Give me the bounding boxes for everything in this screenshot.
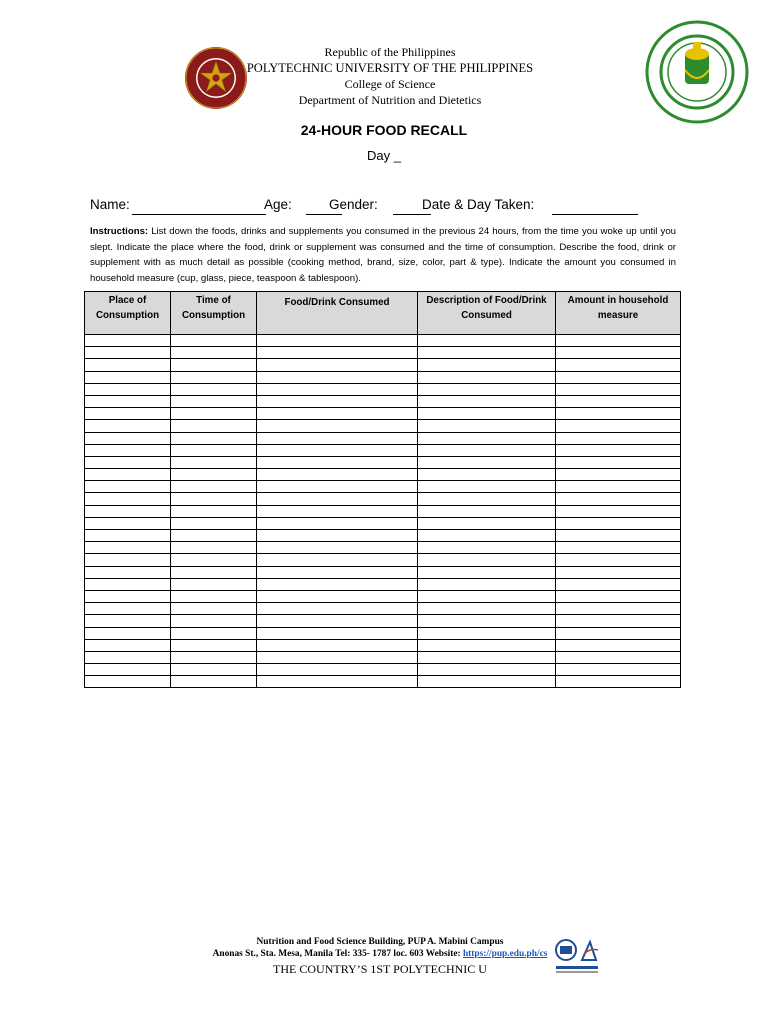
table-cell[interactable] — [418, 517, 556, 529]
table-cell[interactable] — [556, 590, 681, 602]
table-cell[interactable] — [556, 517, 681, 529]
table-cell[interactable] — [171, 505, 257, 517]
date-label: Date & Day Taken: — [422, 197, 535, 212]
table-cell[interactable] — [171, 481, 257, 493]
table-cell[interactable] — [556, 566, 681, 578]
gender-label: Gender: — [329, 197, 378, 212]
table-cell[interactable] — [171, 554, 257, 566]
table-cell[interactable] — [85, 530, 171, 542]
table-cell[interactable] — [171, 590, 257, 602]
table-cell[interactable] — [556, 664, 681, 676]
table-cell[interactable] — [257, 347, 418, 359]
table-cell[interactable] — [556, 639, 681, 651]
table-cell[interactable] — [418, 664, 556, 676]
table-cell[interactable] — [171, 676, 257, 688]
table-cell[interactable] — [556, 395, 681, 407]
header-time-of-consumption: Time of Consumption — [171, 292, 257, 335]
table-row — [85, 530, 681, 542]
table-header-row — [85, 292, 681, 335]
table-cell[interactable] — [418, 408, 556, 420]
gender-field[interactable] — [393, 214, 431, 215]
table-row — [85, 554, 681, 566]
table-cell[interactable] — [556, 420, 681, 432]
table-cell[interactable] — [257, 578, 418, 590]
table-cell[interactable] — [257, 615, 418, 627]
table-cell[interactable] — [257, 371, 418, 383]
table-cell[interactable] — [556, 335, 681, 347]
table-cell[interactable] — [171, 627, 257, 639]
table-cell[interactable] — [257, 335, 418, 347]
age-label: Age: — [264, 197, 292, 212]
footer — [180, 936, 580, 977]
table-cell[interactable] — [85, 590, 171, 602]
footer-tagline: THE COUNTRY’S 1ST POLYTECHNIC U — [273, 962, 487, 976]
table-cell[interactable] — [418, 639, 556, 651]
table-cell[interactable] — [171, 335, 257, 347]
header-description: Description of Food/Drink Consumed — [418, 292, 556, 335]
table-cell[interactable] — [418, 383, 556, 395]
table-cell[interactable] — [418, 481, 556, 493]
table-cell[interactable] — [171, 347, 257, 359]
table-cell[interactable] — [171, 420, 257, 432]
table-cell[interactable] — [418, 578, 556, 590]
table-cell[interactable] — [171, 517, 257, 529]
table-cell[interactable] — [85, 639, 171, 651]
table-cell[interactable] — [257, 469, 418, 481]
table-cell[interactable] — [556, 347, 681, 359]
table-cell[interactable] — [257, 359, 418, 371]
table-cell[interactable] — [85, 481, 171, 493]
alpha-epsilon-chapter-seal-icon — [645, 20, 749, 124]
table-cell[interactable] — [171, 444, 257, 456]
table-cell[interactable] — [257, 408, 418, 420]
table-row — [85, 639, 681, 651]
website-link[interactable]: https://pup.edu.ph/cs — [462, 949, 548, 959]
table-cell[interactable] — [556, 359, 681, 371]
table-cell[interactable] — [418, 590, 556, 602]
table-cell[interactable] — [418, 444, 556, 456]
table-cell[interactable] — [418, 420, 556, 432]
table-cell[interactable] — [418, 335, 556, 347]
table-cell[interactable] — [556, 469, 681, 481]
table-cell[interactable] — [171, 469, 257, 481]
table-cell[interactable] — [85, 676, 171, 688]
college-name: College of Science — [344, 77, 436, 91]
table-cell[interactable] — [85, 651, 171, 663]
letterhead — [240, 44, 540, 108]
table-cell[interactable] — [418, 505, 556, 517]
table-cell[interactable] — [556, 651, 681, 663]
table-cell[interactable] — [257, 676, 418, 688]
table-cell[interactable] — [257, 566, 418, 578]
footer-contact-line — [180, 948, 580, 960]
table-row — [85, 481, 681, 493]
table-cell[interactable] — [257, 420, 418, 432]
table-cell[interactable] — [556, 383, 681, 395]
table-cell[interactable] — [257, 481, 418, 493]
table-cell[interactable] — [257, 664, 418, 676]
table-cell[interactable] — [85, 371, 171, 383]
table-cell[interactable] — [418, 651, 556, 663]
table-cell[interactable] — [257, 627, 418, 639]
table-cell[interactable] — [171, 603, 257, 615]
table-row — [85, 590, 681, 602]
age-field[interactable] — [306, 214, 342, 215]
table-row — [85, 432, 681, 444]
table-row — [85, 651, 681, 663]
table-cell[interactable] — [257, 493, 418, 505]
table-cell[interactable] — [418, 676, 556, 688]
table-cell[interactable] — [85, 420, 171, 432]
table-cell[interactable] — [257, 505, 418, 517]
table-cell[interactable] — [85, 603, 171, 615]
header-amount: Amount in household measure — [556, 292, 681, 335]
table-cell[interactable] — [556, 444, 681, 456]
table-cell[interactable] — [85, 615, 171, 627]
table-row — [85, 444, 681, 456]
table-cell[interactable] — [556, 603, 681, 615]
table-cell[interactable] — [171, 530, 257, 542]
table-row — [85, 578, 681, 590]
table-cell[interactable] — [418, 359, 556, 371]
table-cell[interactable] — [418, 566, 556, 578]
table-cell[interactable] — [257, 456, 418, 468]
table-cell[interactable] — [257, 651, 418, 663]
table-cell[interactable] — [85, 432, 171, 444]
table-cell[interactable] — [556, 456, 681, 468]
table-cell[interactable] — [418, 493, 556, 505]
table-row — [85, 359, 681, 371]
table-cell[interactable] — [85, 347, 171, 359]
table-cell[interactable] — [257, 395, 418, 407]
name-field[interactable] — [132, 214, 266, 215]
table-cell[interactable] — [556, 493, 681, 505]
table-row — [85, 408, 681, 420]
table-cell[interactable] — [418, 371, 556, 383]
table-cell[interactable] — [418, 347, 556, 359]
university-name: POLYTECHNIC UNIVERSITY OF THE PHILIPPINES — [246, 61, 534, 75]
table-cell[interactable] — [556, 676, 681, 688]
table-cell[interactable] — [85, 456, 171, 468]
table-cell[interactable] — [85, 335, 171, 347]
date-field[interactable] — [552, 214, 638, 215]
table-row — [85, 335, 681, 347]
table-cell[interactable] — [556, 408, 681, 420]
table-cell[interactable] — [418, 456, 556, 468]
table-cell[interactable] — [556, 615, 681, 627]
table-row — [85, 456, 681, 468]
table-cell[interactable] — [418, 627, 556, 639]
table-cell[interactable] — [85, 566, 171, 578]
instructions — [90, 224, 676, 286]
table-cell[interactable] — [257, 530, 418, 542]
table-row — [85, 383, 681, 395]
table-cell[interactable] — [171, 395, 257, 407]
table-cell[interactable] — [418, 603, 556, 615]
table-row — [85, 542, 681, 554]
table-cell[interactable] — [556, 371, 681, 383]
table-row — [85, 420, 681, 432]
table-cell[interactable] — [85, 469, 171, 481]
table-cell[interactable] — [171, 578, 257, 590]
table-row — [85, 615, 681, 627]
table-cell[interactable] — [418, 542, 556, 554]
table-cell[interactable] — [85, 578, 171, 590]
table-cell[interactable] — [171, 651, 257, 663]
table-cell[interactable] — [85, 493, 171, 505]
table-row — [85, 603, 681, 615]
table-cell[interactable] — [171, 408, 257, 420]
table-cell[interactable] — [171, 432, 257, 444]
table-cell[interactable] — [171, 493, 257, 505]
table-cell[interactable] — [257, 639, 418, 651]
table-cell[interactable] — [418, 432, 556, 444]
table-cell[interactable] — [171, 639, 257, 651]
table-cell[interactable] — [257, 603, 418, 615]
table-cell[interactable] — [171, 542, 257, 554]
department-name: Department of Nutrition and Dietetics — [298, 93, 482, 107]
food-recall-table — [84, 291, 681, 688]
table-cell[interactable] — [85, 517, 171, 529]
table-cell[interactable] — [257, 432, 418, 444]
instructions-text: List down the foods, drinks and supplements you consumed in the previous 24 hours, from the time you woke up until you slept. Indicate the place where the food, drink or supplement was consumed and the time of consumption. Describe the food, drink or supplement with as much detail as possible (cooking method, brand, size, color, part & type). Indicate the amount you consumed in household measure (cup, glass, piece, teaspoon & tablespoon). — [90, 226, 676, 284]
table-cell[interactable] — [418, 554, 556, 566]
table-cell[interactable] — [85, 359, 171, 371]
table-row — [85, 676, 681, 688]
table-cell[interactable] — [418, 530, 556, 542]
table-row — [85, 505, 681, 517]
table-cell[interactable] — [257, 517, 418, 529]
table-cell[interactable] — [556, 578, 681, 590]
table-cell[interactable] — [257, 542, 418, 554]
table-row — [85, 395, 681, 407]
table-cell[interactable] — [85, 627, 171, 639]
footer-address-line: Nutrition and Food Science Building, PUP A. Mabini Campus — [256, 937, 504, 947]
table-cell[interactable] — [171, 566, 257, 578]
pup-seal-icon — [184, 46, 248, 110]
table-cell[interactable] — [418, 469, 556, 481]
day-field[interactable]: Day _ — [367, 148, 401, 163]
certification-logos-icon — [554, 936, 600, 978]
table-cell[interactable] — [85, 664, 171, 676]
table-cell[interactable] — [257, 590, 418, 602]
table-row — [85, 493, 681, 505]
table-cell[interactable] — [556, 530, 681, 542]
table-row — [85, 566, 681, 578]
table-cell[interactable] — [171, 383, 257, 395]
table-cell[interactable] — [556, 542, 681, 554]
table-row — [85, 347, 681, 359]
form-title: 24-HOUR FOOD RECALL — [300, 122, 468, 138]
table-cell[interactable] — [556, 432, 681, 444]
table-cell[interactable] — [85, 554, 171, 566]
table-cell[interactable] — [556, 627, 681, 639]
table-cell[interactable] — [171, 359, 257, 371]
table-row — [85, 371, 681, 383]
table-cell[interactable] — [257, 554, 418, 566]
republic-line: Republic of the Philippines — [324, 45, 456, 59]
table-cell[interactable] — [85, 542, 171, 554]
header-place-of-consumption: Place of Consumption — [85, 292, 171, 335]
table-cell[interactable] — [418, 395, 556, 407]
table-cell[interactable] — [556, 505, 681, 517]
table-row — [85, 627, 681, 639]
table-cell[interactable] — [257, 383, 418, 395]
instructions-label: Instructions: — [90, 226, 149, 237]
table-row — [85, 517, 681, 529]
table-cell[interactable] — [85, 505, 171, 517]
table-cell[interactable] — [171, 615, 257, 627]
footer-contact-text: Anonas St., Sta. Mesa, Manila Tel: 335- 1787 loc. 603 Website: — [212, 949, 463, 959]
table-cell[interactable] — [85, 408, 171, 420]
header-food-drink-consumed: Food/Drink Consumed — [257, 292, 418, 335]
table-row — [85, 664, 681, 676]
table-cell[interactable] — [85, 395, 171, 407]
table-cell[interactable] — [257, 444, 418, 456]
name-label: Name: — [90, 197, 130, 212]
table-cell[interactable] — [85, 444, 171, 456]
table-cell[interactable] — [171, 456, 257, 468]
table-cell[interactable] — [171, 664, 257, 676]
table-cell[interactable] — [85, 383, 171, 395]
table-cell[interactable] — [171, 371, 257, 383]
table-cell[interactable] — [556, 481, 681, 493]
table-row — [85, 469, 681, 481]
table-cell[interactable] — [556, 554, 681, 566]
respondent-info-row — [90, 197, 690, 217]
table-cell[interactable] — [418, 615, 556, 627]
